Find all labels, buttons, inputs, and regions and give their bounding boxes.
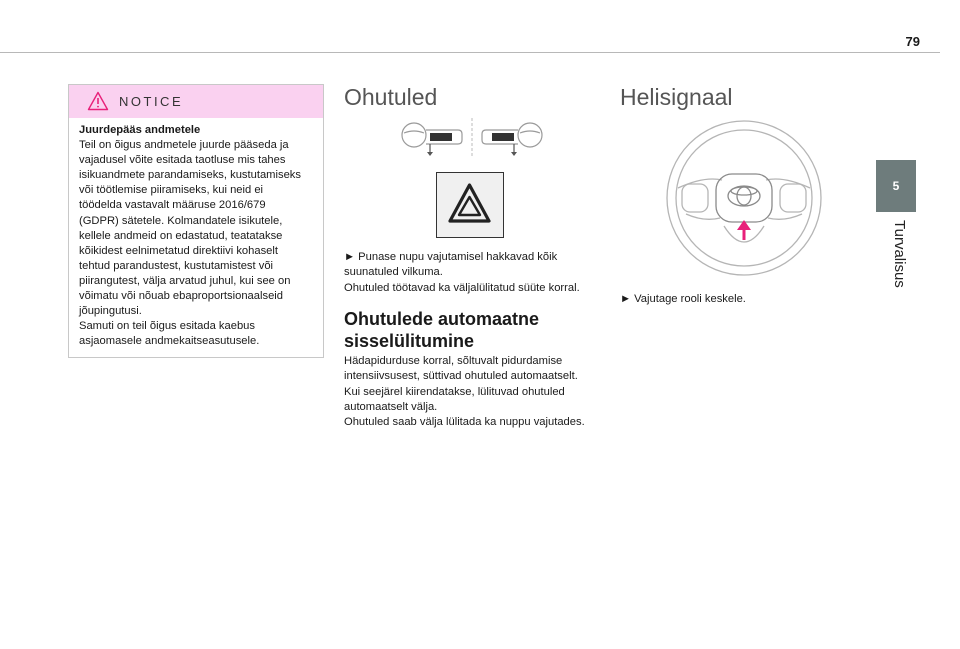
notice-line: isikuandmete parandamiseks, kustutamiseks: [79, 169, 301, 182]
hazard-instruction-line: ► Punase nupu vajutamisel hakkavad kõik: [344, 251, 558, 263]
notice-line: asjaomasele andmekaitseasutusele.: [79, 335, 260, 348]
warning-icon: [87, 91, 109, 111]
chapter-tab[interactable]: 5: [876, 160, 916, 212]
auto-heading-line: sisselülitumine: [344, 331, 475, 351]
notice-body: [79, 123, 317, 349]
notice-line: Samuti on teil õigus esitada kaebus: [79, 320, 256, 333]
notice-line: kõikidest eelnimetatud direktiivi kohaselt: [79, 244, 278, 257]
notice-line: kellele andmeid on edastatud, teatatakse: [79, 229, 283, 242]
auto-heading-line: Ohutulede automaatne: [344, 309, 540, 329]
header-divider: [0, 52, 940, 53]
hazard-triangle-icon: [437, 173, 502, 236]
section-title-horn: Helisignaal: [620, 84, 733, 110]
press-arrow-icon: [737, 220, 751, 240]
notice-line: vajadusel võite esitada taotluse mis tahes: [79, 154, 286, 167]
section-heading-auto-hazard: [344, 308, 594, 352]
notice-line: töödelda vastavalt määruse 2016/679: [79, 199, 266, 212]
auto-hazard-line: intensiivsusest, süttivad ohutuled automaatselt.: [344, 370, 578, 383]
notice-line: piirangutest, välja arvatud juhul, kui see on: [79, 274, 291, 287]
hazard-instruction-line: suunatuled vilkuma.: [344, 266, 443, 279]
notice-header: [69, 85, 323, 118]
hazard-instruction-line: Ohutuled töötavad ka väljalülitatud süüte korral.: [344, 281, 580, 294]
notice-line: tehtud parandustest, kustutamistest või: [79, 259, 274, 272]
steering-wheel-illustration: [664, 118, 824, 278]
notice-line: (GDPR) sätetele. Kolmandatele isikutele,: [79, 214, 283, 227]
auto-hazard-line: Hädapidurduse korral, sõltuvalt pidurdamise: [344, 355, 563, 367]
notice-line: jõupingutusi.: [79, 305, 142, 318]
page-number: 79: [905, 34, 920, 49]
notice-label: NOTICE: [119, 94, 184, 109]
notice-line: või töötlemise piiramiseks, kui neid ei: [79, 184, 264, 197]
hazard-instruction: [344, 250, 594, 296]
auto-hazard-line: automaatselt välja.: [344, 400, 438, 413]
notice-line: võimatu või nõuab ebaproportsionaalseid: [79, 290, 283, 303]
chapter-title: [884, 220, 908, 310]
dashboard-location-illustration: [392, 116, 552, 158]
notice-line: Teil on õigus andmetele juurde pääseda ja: [79, 139, 289, 152]
section-title-hazard: Ohutuled: [344, 84, 438, 110]
auto-hazard-text: [344, 354, 606, 430]
notice-box: [68, 84, 324, 358]
horn-instruction: ► Vajutage rooli keskele.: [620, 293, 746, 305]
auto-hazard-line: Ohutuled saab välja lülitada ka nuppu vajutades.: [344, 416, 585, 429]
chapter-title-text: Turvalisus: [891, 220, 908, 288]
notice-heading: Juurdepääs andmetele: [79, 124, 201, 136]
auto-hazard-line: Kui seejärel kiirendatakse, lülituvad ohutuled: [344, 385, 565, 398]
hazard-button-illustration: [436, 172, 504, 238]
